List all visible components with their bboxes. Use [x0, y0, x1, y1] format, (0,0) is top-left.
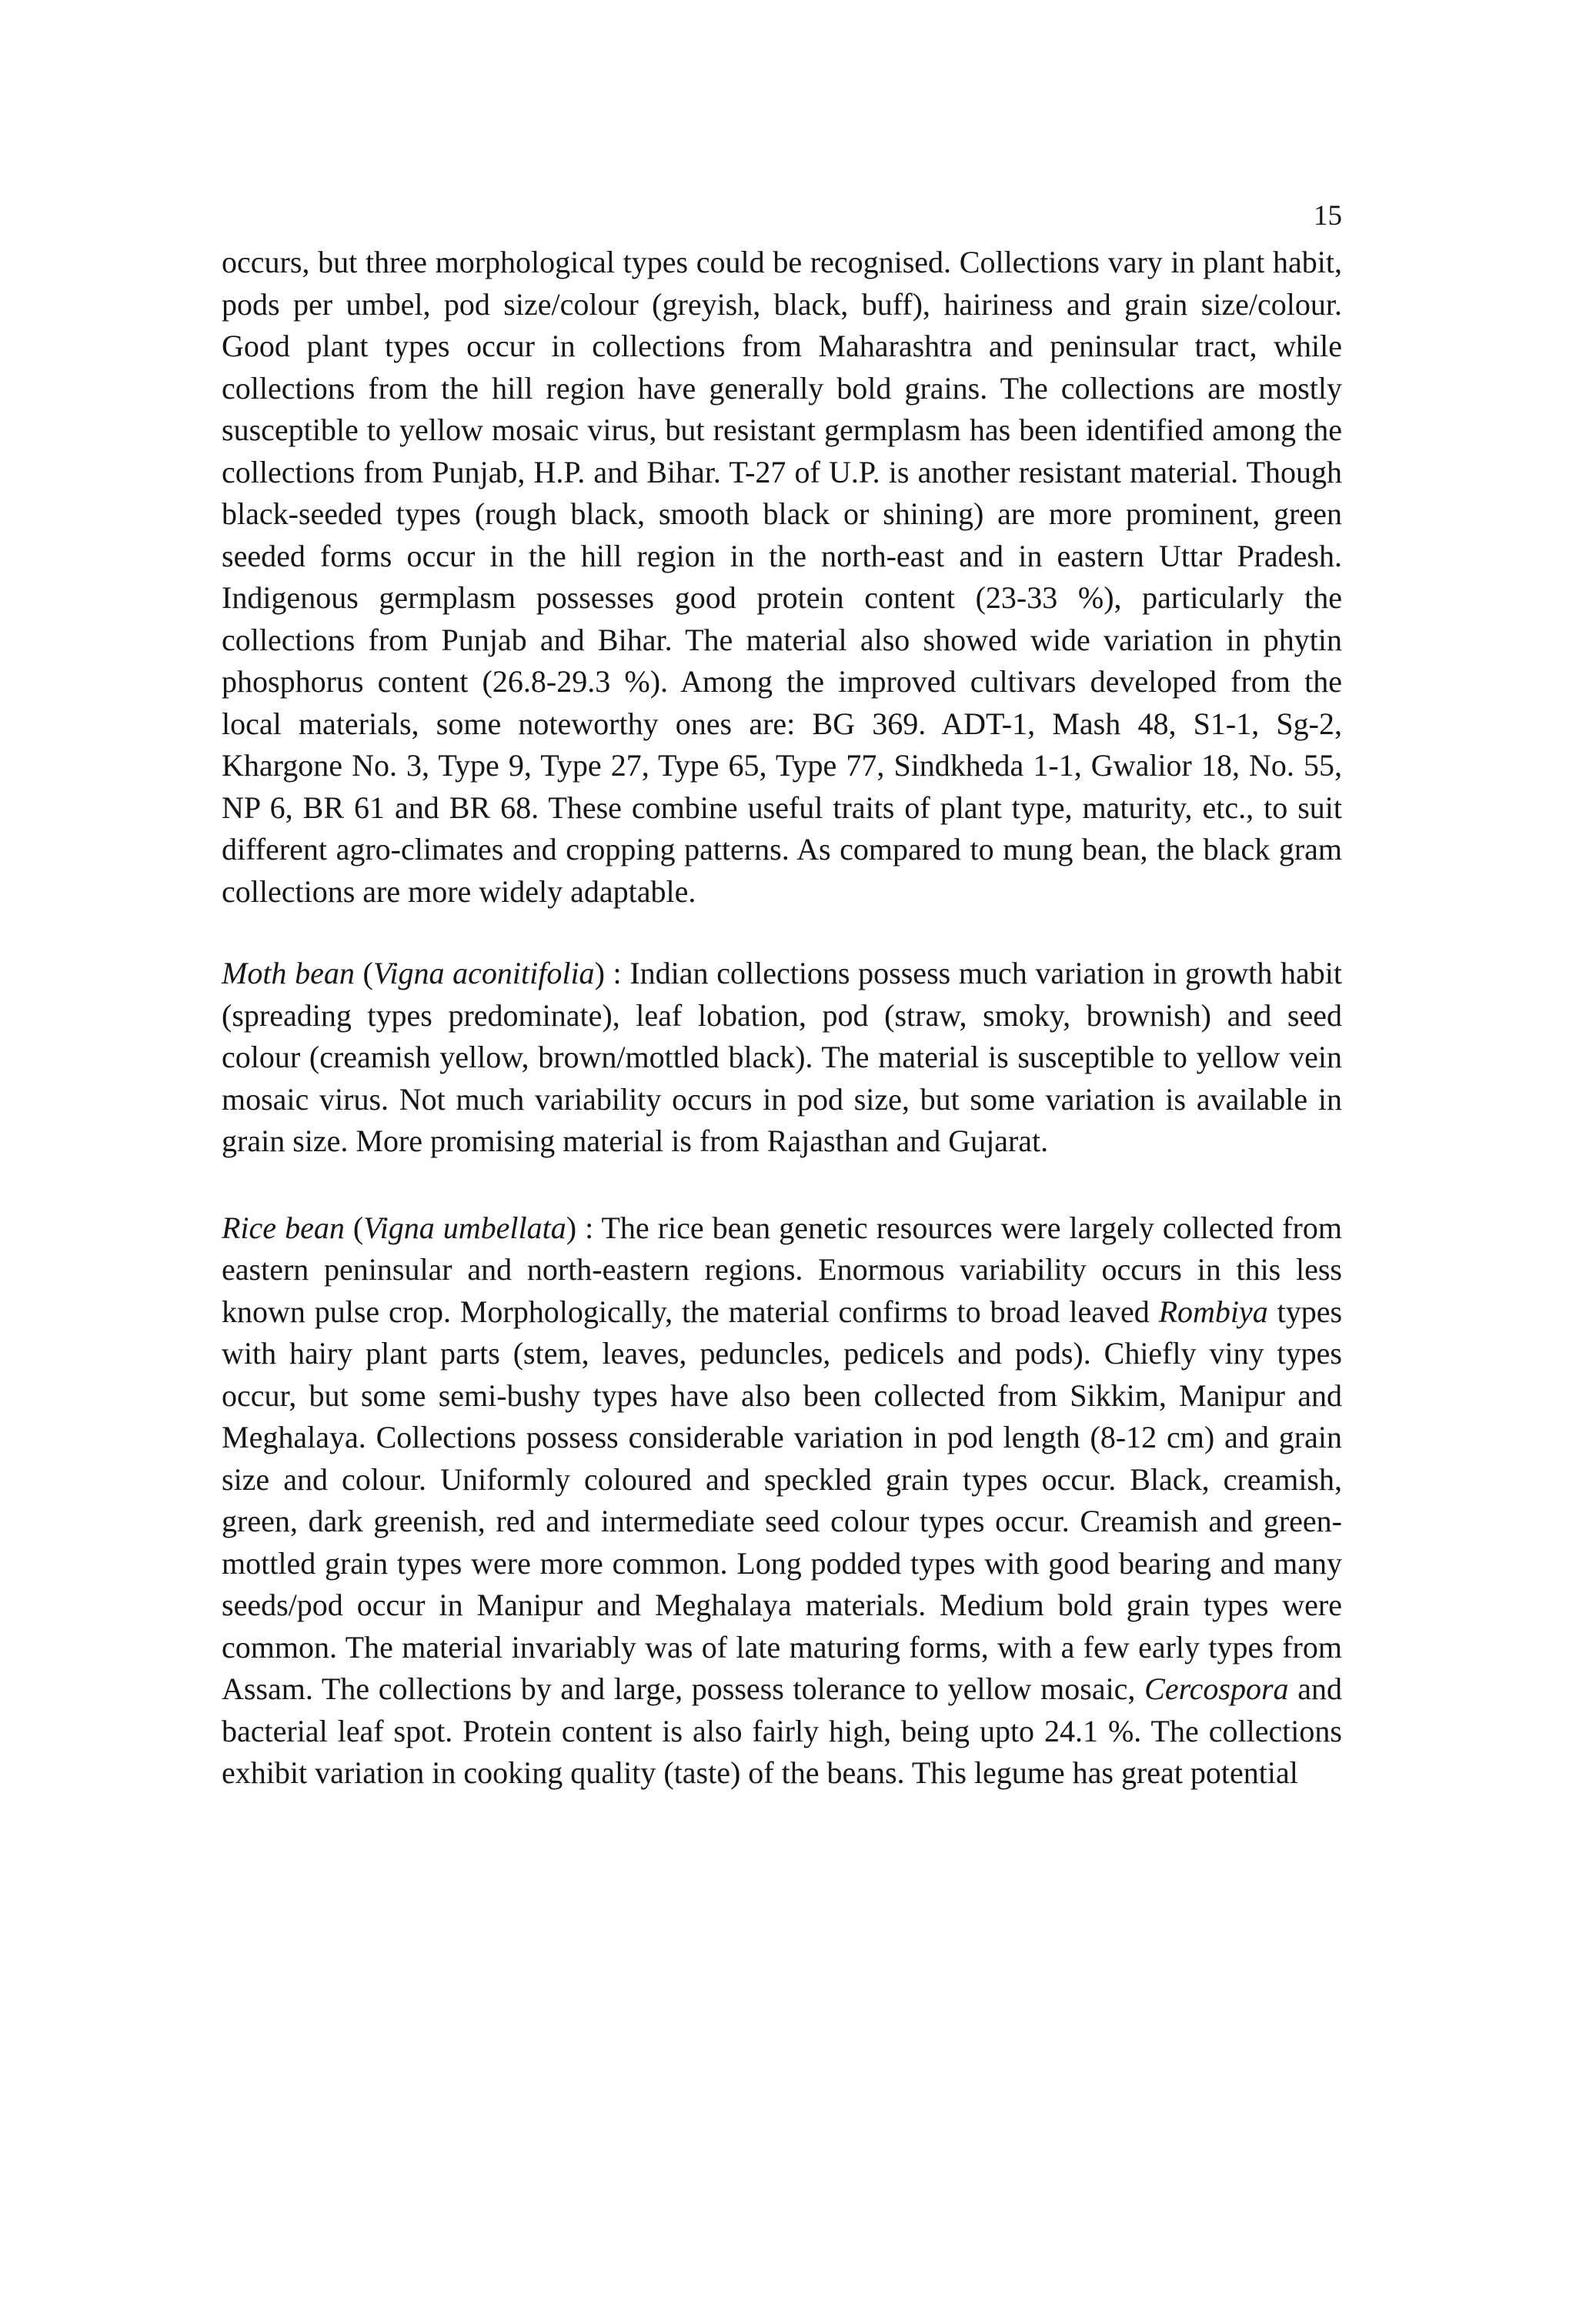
heading-common-name: Rice bean: [222, 1210, 345, 1245]
heading-close-paren: ) :: [566, 1210, 602, 1245]
paragraph-moth-bean: [222, 953, 1342, 1163]
heading-open-paren: (: [344, 1210, 364, 1245]
paragraph-rice-bean: [222, 1207, 1342, 1795]
paragraph-text: occurs, but three morphological types could be recognised. Collections vary in plant habit, pods per umbel, pod size/colour (greyish, black, buff), hairiness and grain size/colour. Good plant types occur in collections from Maharashtra and peninsular tract, while collections from the hill region have generally bold grains. The collections are mostly susceptible to yellow mosaic virus, but resistant germplasm has been identified among the collections from Punjab, H.P. and Bihar. T-27 of U.P. is another resistant material. Though black-seeded types (rough black, smooth black or shining) are more prominent, green seeded forms occur in the hill region in the north-east and in eastern Uttar Pradesh. Indigenous germplasm possesses good protein content (23-33 %), particularly the collections from Punjab and Bihar. The material also showed wide variation in phytin phosphorus content (26.8-29.3 %). Among the improved cultivars developed from the local materials, some noteworthy ones are: BG 369. ADT-1, Mash 48, S1-1, Sg-2, Khargone No. 3, Type 9, Type 27, Type 65, Type 77, Sindkheda 1-1, Gwalior 18, No. 55, NP 6, BR 61 and BR 68. These combine useful traits of plant type, maturity, etc., to suit different agro-climates and cropping patterns. As compared to mung bean, the black gram collections are more widely adaptable.: [222, 245, 1342, 909]
paragraph-text: The rice bean genetic resources were largely collected from eastern peninsular and north-eastern regions. Enormous variability occurs in this less known pulse crop. Morphologically, the material confirms to broad leaved: [222, 1210, 1342, 1329]
paragraph-text: Indian collections possess much variation in growth habit (spreading types predominate), leaf lobation, pod (straw, smoky, brownish) and seed colour (creamish yellow, brown/mottled black). The material is susceptible to yellow vein mosaic virus. Not much variability occurs in pod size, but some variation is available in grain size. More promising material is from Rajasthan and Gujarat.: [222, 956, 1343, 1158]
paragraph-black-gram-continued: [222, 242, 1342, 913]
paragraph-text: types with hairy plant parts (stem, leaves, peduncles, pedicels and pods). Chiefly viny types occur, but some semi-bushy types have also been collected from Sikkim, Manipur and Meghalaya. Collections possess considerable variation in pod length (8-12 cm) and grain size and colour. Uniformly coloured and speckled grain types occur. Black, creamish, green, dark greenish, red and intermediate seed colour types occur. Creamish and green-mottled grain types were more common. Long podded types with good bearing and many seeds/pod occur in Manipur and Meghalaya materials. Medium bold grain types were common. The material invariably was of late maturing forms, with a few early types from Assam. The collections by and large, possess tolerance to yellow mosaic,: [222, 1294, 1343, 1706]
heading-latin-name: Vigna umbellata: [363, 1210, 566, 1245]
heading-close-paren: ) :: [594, 956, 630, 990]
term-cercospora: Cercospora: [1144, 1671, 1289, 1706]
term-rombiya: Rombiya: [1158, 1294, 1268, 1329]
heading-common-name: Moth bean: [222, 956, 355, 990]
heading-open-paren: (: [354, 956, 373, 990]
paragraph-text: and bacterial leaf spot. Protein content is also fairly high, being upto 24.1 %. The collections exhibit variation in cooking quality (taste) of the beans. This legume has great potential: [222, 1671, 1342, 1790]
heading-latin-name: Vigna aconitifolia: [372, 956, 595, 990]
page-number: 15: [1314, 200, 1342, 232]
body-text: [222, 242, 1342, 1795]
